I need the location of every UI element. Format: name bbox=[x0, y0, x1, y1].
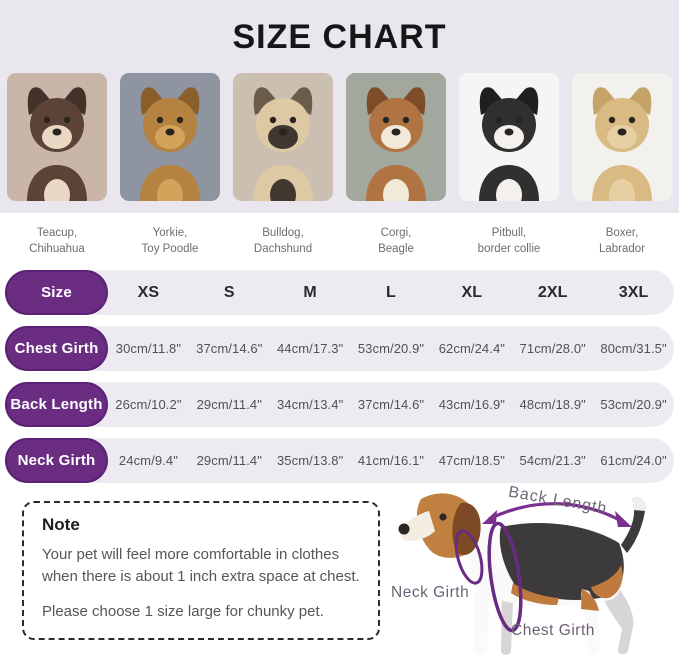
header-band bbox=[0, 0, 679, 213]
table-row bbox=[5, 438, 674, 483]
size-cell: 62cm/24.4" bbox=[438, 341, 506, 357]
breed-label: Corgi, Beagle bbox=[378, 227, 414, 256]
dog-face-icon bbox=[7, 73, 107, 201]
size-cell: 43cm/16.9" bbox=[438, 397, 506, 413]
size-cell: 37cm/14.6" bbox=[196, 341, 263, 357]
bottom-section bbox=[0, 483, 679, 670]
size-cell: 44cm/17.3" bbox=[276, 341, 344, 357]
size-cell: 34cm/13.4" bbox=[276, 397, 344, 413]
size-cell: 29cm/11.4" bbox=[196, 453, 262, 469]
dog-photo-border-collie bbox=[459, 73, 559, 201]
size-cell: L bbox=[386, 283, 396, 301]
note-box bbox=[22, 501, 380, 640]
row-label-pill: Chest Girth bbox=[5, 326, 108, 371]
table-row bbox=[5, 270, 674, 315]
chest-girth-label: Chest Girth bbox=[511, 622, 595, 640]
size-cell: XS bbox=[137, 283, 160, 301]
dog-face-icon bbox=[459, 73, 559, 201]
size-cell: 71cm/28.0" bbox=[519, 341, 586, 357]
breed-label: Teacup, Chihuahua bbox=[29, 227, 85, 256]
dog-photo-chihuahua bbox=[7, 73, 107, 201]
row-label-pill: Neck Girth bbox=[5, 438, 108, 483]
size-cell: S bbox=[223, 283, 235, 301]
size-cell: 35cm/13.8" bbox=[276, 453, 344, 469]
dog-face-icon bbox=[346, 73, 446, 201]
breed-label: Boxer, Labrador bbox=[598, 227, 646, 256]
size-cell: 3XL bbox=[618, 283, 649, 301]
size-cell: 30cm/11.8" bbox=[115, 341, 182, 357]
dog-photo-yorkie bbox=[120, 73, 220, 201]
size-cell: 61cm/24.0" bbox=[600, 453, 667, 469]
breed-label: Bulldog, Dachshund bbox=[253, 227, 313, 256]
dog-photo-labrador bbox=[572, 73, 672, 201]
table-row bbox=[5, 382, 674, 427]
size-cell: 41cm/16.1" bbox=[357, 453, 425, 469]
size-cell: 48cm/18.9" bbox=[519, 397, 586, 413]
breed-label: Yorkie, Toy Poodle bbox=[141, 227, 199, 256]
dog-photo-bulldog bbox=[233, 73, 333, 201]
size-cell: 26cm/10.2" bbox=[115, 397, 182, 413]
dog-face-icon bbox=[120, 73, 220, 201]
size-cell: 29cm/11.4" bbox=[196, 397, 262, 413]
size-cell: M bbox=[303, 283, 317, 301]
size-cell: 37cm/14.6" bbox=[357, 397, 425, 413]
breed-label: Pitbull, border collie bbox=[477, 227, 541, 256]
size-cell: 2XL bbox=[537, 283, 568, 301]
row-label-pill: Back Length bbox=[5, 382, 108, 427]
page-title: SIZE CHART bbox=[232, 18, 447, 56]
note-text-2: Please choose 1 size large for chunky pet. bbox=[42, 602, 324, 620]
breed-labels-row bbox=[0, 213, 679, 257]
note-title: Note bbox=[42, 515, 80, 535]
size-table bbox=[0, 257, 679, 483]
note-text-1: Your pet will feel more comfortable in clothes when there is about 1 inch extra space at chest. bbox=[42, 546, 360, 585]
size-cell: 47cm/18.5" bbox=[438, 453, 506, 469]
dog-measurement-diagram bbox=[385, 483, 677, 670]
row-label-pill: Size bbox=[5, 270, 108, 315]
neck-girth-label: Neck Girth bbox=[391, 584, 470, 602]
dog-photos-row bbox=[0, 73, 679, 201]
size-cell: XL bbox=[461, 283, 483, 301]
size-cell: 53cm/20.9" bbox=[357, 341, 425, 357]
dog-photo-beagle bbox=[346, 73, 446, 201]
back-length-label: Back Length bbox=[507, 483, 609, 518]
size-cell: 53cm/20.9" bbox=[600, 397, 667, 413]
dog-face-icon bbox=[233, 73, 333, 201]
size-cell: 54cm/21.3" bbox=[519, 453, 586, 469]
table-row bbox=[5, 326, 674, 371]
arrowhead-right-icon bbox=[615, 511, 632, 527]
size-cell: 24cm/9.4" bbox=[118, 453, 178, 469]
dog-face-icon bbox=[572, 73, 672, 201]
arrowhead-left-icon bbox=[482, 510, 497, 524]
size-cell: 80cm/31.5" bbox=[600, 341, 667, 357]
